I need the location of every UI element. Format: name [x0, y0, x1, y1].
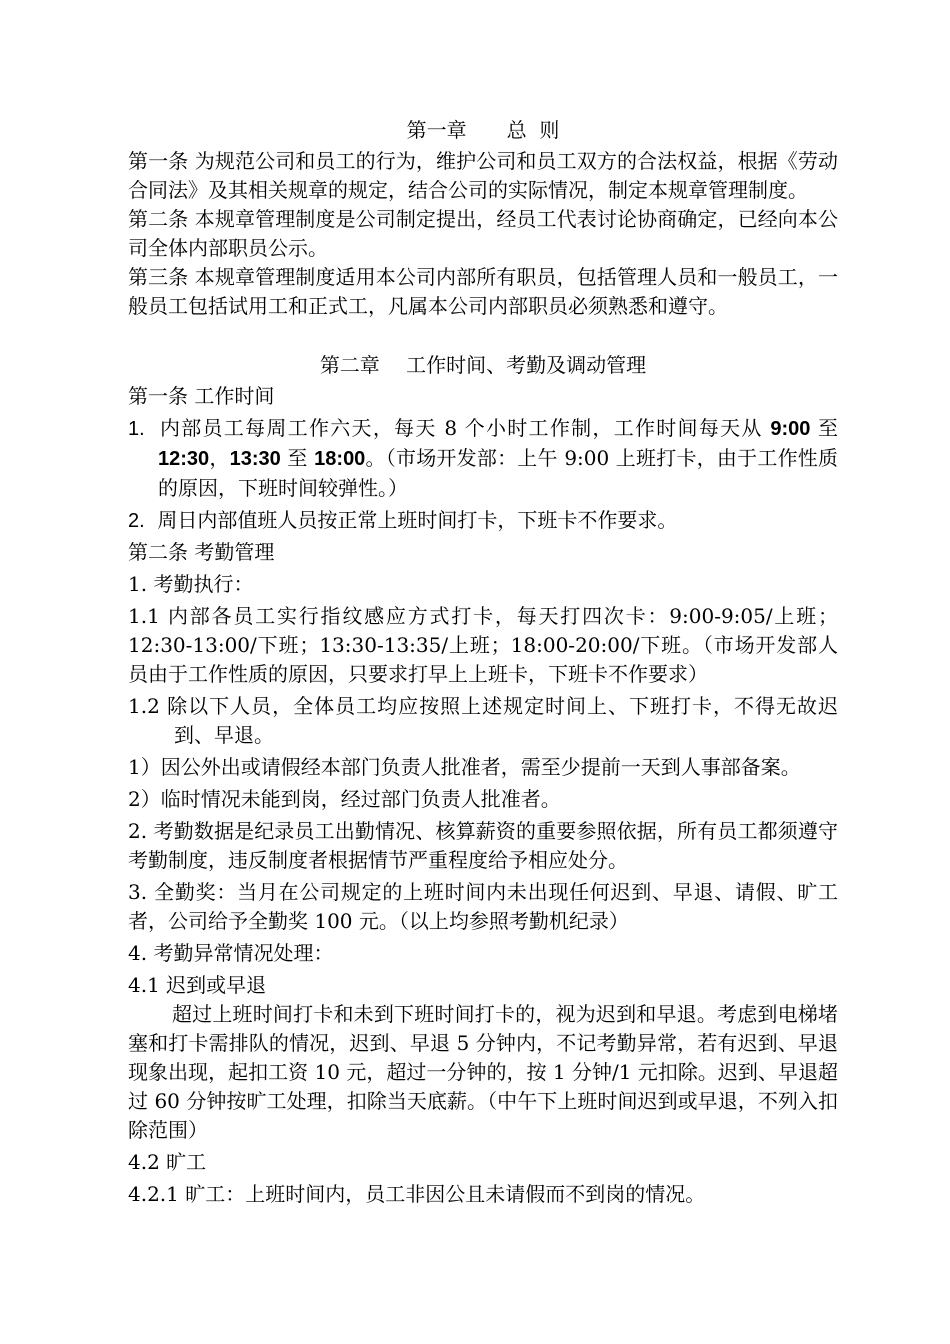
list-item-2-number: 2.	[128, 510, 145, 532]
attendance-exception-handling: 4. 考勤异常情况处理：	[128, 941, 334, 965]
late-early-title: 4.1 迟到或早退	[128, 973, 267, 997]
attendance-1-2-exception-2: 2）临时情况未能到岗，经过部门负责人批准者。	[128, 787, 561, 811]
list-item-2-text: 周日内部值班人员按正常上班时间打卡，下班卡不作要求。	[157, 508, 678, 532]
list-item-1-text-e: 。（市场开发部：上午 9:00 上班打卡，由于工作性质的原因，下班时间较弹性。）	[158, 446, 839, 500]
chapter-2-title: 第二章 工作时间、考勤及调动管理	[319, 353, 647, 377]
work-time-start: 9:00	[770, 418, 811, 440]
list-item-1	[128, 414, 838, 503]
list-item-2	[128, 506, 838, 536]
document-page	[128, 116, 838, 1209]
absenteeism-definition: 4.2.1 旷工：上班时间内，员工非因公且未请假而不到岗的情况。	[128, 1182, 706, 1206]
list-item-1-text-b: 至	[810, 416, 839, 440]
chapter-1-article-2: 第二条 本规章管理制度是公司制定提出，经员工代表讨论协商确定，已经向本公司全体内部职员公示。	[128, 207, 838, 260]
attendance-1-2: 1.2 除以下人员，全体员工均应按照上述规定时间上、下班打卡，不得无故迟到、早退。	[128, 694, 838, 747]
late-early-body: 超过上班时间打卡和未到下班时间打卡的，视为迟到和早退。考虑到电梯堵塞和打卡需排队的情况，迟到、早退 5 分钟内，不记考勤异常，若有迟到、早退现象出现，起扣工资 10 元，超过一分钟的，按 1 分钟/1 元扣除。迟到、早退超过 60 分钟按旷工处理，扣除当天底薪。（中午下上班时间迟到或早退，不列入扣除范围）	[128, 1002, 838, 1142]
attendance-1-1: 1.1 内部各员工实行指纹感应方式打卡，每天打四次卡：9:00-9:05/上班；12:30-13:00/下班；13:30-13:35/上班；18:00-20:00/下班。（市场开发部人员由于工作性质的原因，只要求打早上上班卡，下班卡不作要求）	[128, 604, 838, 686]
list-item-1-text-c: ，	[209, 446, 230, 470]
work-time-noon-end: 12:30	[158, 448, 210, 470]
full-attendance-bonus: 3. 全勤奖：当月在公司规定的上班时间内未出现任何迟到、早退、请假、旷工者，公司给予全勤奖 100 元。（以上均参照考勤机纪录）	[128, 880, 838, 933]
attendance-execution: 1. 考勤执行：	[128, 572, 254, 596]
chapter-1-article-3: 第三条 本规章管理制度适用本公司内部所有职员，包括管理人员和一般员工，一般员工包括试用工和正式工，凡属本公司内部职员必须熟悉和遵守。	[128, 265, 838, 318]
section-1-title: 第一条 工作时间	[128, 384, 275, 408]
section-2-title: 第二条 考勤管理	[128, 540, 275, 564]
list-item-1-number: 1.	[128, 418, 145, 440]
list-item-1-text-a: 内部员工每周工作六天，每天 8 个小时工作制，工作时间每天从	[159, 416, 771, 440]
chapter-1-title: 第一章 总 则	[406, 118, 560, 142]
list-item-1-text-d: 至	[280, 446, 315, 470]
work-time-afternoon-start: 13:30	[229, 448, 281, 470]
absenteeism-title: 4.2 旷工	[128, 1150, 207, 1174]
chapter-1-article-1: 第一条 为规范公司和员工的行为，维护公司和员工双方的合法权益，根据《劳动合同法》及其相关规章的规定，结合公司的实际情况，制定本规章管理制度。	[128, 149, 838, 202]
attendance-1-2-exception-1: 1）因公外出或请假经本部门负责人批准者，需至少提前一天到人事部备案。	[128, 755, 801, 779]
work-time-end: 18:00	[314, 448, 366, 470]
attendance-data-clause: 2. 考勤数据是纪录员工出勤情况、核算薪资的重要参照依据，所有员工都须遵守考勤制度，违反制度者根据情节严重程度给予相应处分。	[128, 819, 838, 872]
